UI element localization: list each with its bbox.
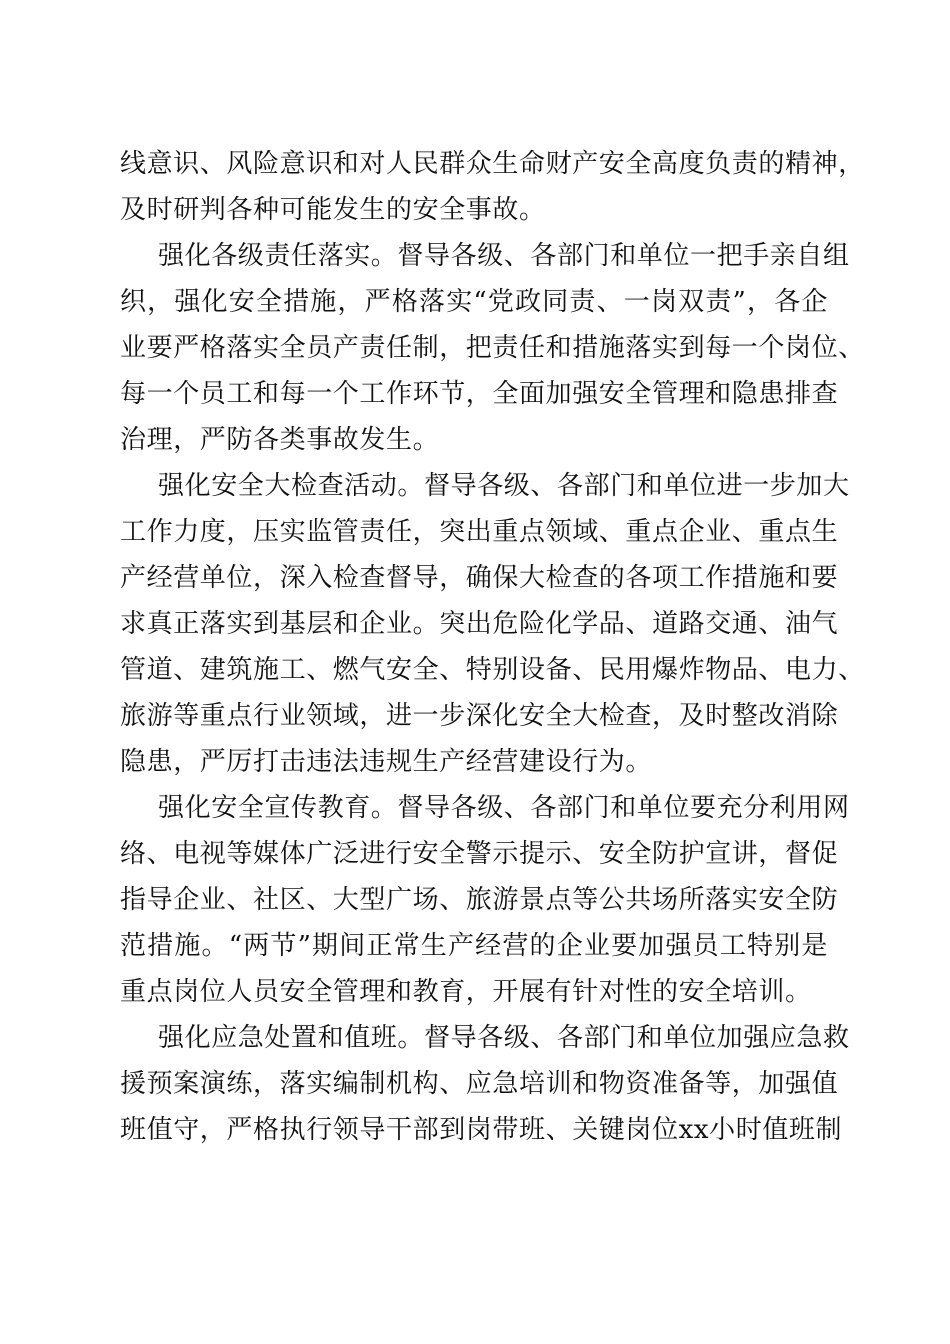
text-line: 业要严格落实全员产责任制，把责任和措施落实到每一个岗位、 (120, 333, 865, 363)
text-line: 强化应急处置和值班。督导各级、各部门和单位加强应急救 (158, 1023, 850, 1053)
text-line: 每一个员工和每一个工作环节，全面加强安全管理和隐患排查 (120, 379, 839, 409)
text-line: 及时研判各种可能发生的安全事故。 (120, 195, 546, 225)
text-line: 管道、建筑施工、燃气安全、特别设备、民用爆炸物品、电力、 (120, 655, 865, 685)
text-line: 织，强化安全措施，严格落实“党政同责、一岗双责”，各企 (120, 287, 828, 317)
text-line: 产经营单位，深入检查督导，确保大检查的各项工作措施和要 (120, 563, 839, 593)
paragraph-2 (120, 233, 865, 463)
text-line: 强化安全大检查活动。督导各级、各部门和单位进一步加大 (158, 471, 850, 501)
text-line: 治理，严防各类事故发生。 (120, 425, 440, 455)
text-line: 络、电视等媒体广泛进行安全警示提示、安全防护宣讲，督促 (120, 839, 839, 869)
paragraph-4 (120, 785, 850, 1015)
text-line: 求真正落实到基层和企业。突出危险化学品、道路交通、油气 (120, 609, 839, 639)
paragraph-3 (120, 463, 865, 785)
text-line: 班值守，严格执行领导干部到岗带班、关键岗位xx小时值班制 (120, 1115, 843, 1145)
text-line: 重点岗位人员安全管理和教育，开展有针对性的安全培训。 (120, 977, 812, 1007)
text-line: 强化各级责任落实。督导各级、各部门和单位一把手亲自组 (158, 241, 850, 271)
text-line: 线意识、风险意识和对人民群众生命财产安全高度负责的精神， (120, 149, 865, 179)
text-line: 隐患，严厉打击违法违规生产经营建设行为。 (120, 747, 653, 777)
text-line: 援预案演练，落实编制机构、应急培训和物资准备等，加强值 (120, 1069, 839, 1099)
paragraph-1 (120, 141, 865, 233)
text-line: 旅游等重点行业领域，进一步深化安全大检查，及时整改消除 (120, 701, 839, 731)
text-line: 指导企业、社区、大型广场、旅游景点等公共场所落实安全防 (120, 885, 839, 915)
paragraph-5 (120, 1015, 850, 1153)
text-line: 强化安全宣传教育。督导各级、各部门和单位要充分利用网 (158, 793, 850, 823)
text-line: 工作力度，压实监管责任，突出重点领域、重点企业、重点生 (120, 517, 839, 547)
text-line: 范措施。“两节”期间正常生产经营的企业要加强员工特别是 (120, 931, 828, 961)
document-body (120, 141, 865, 1153)
